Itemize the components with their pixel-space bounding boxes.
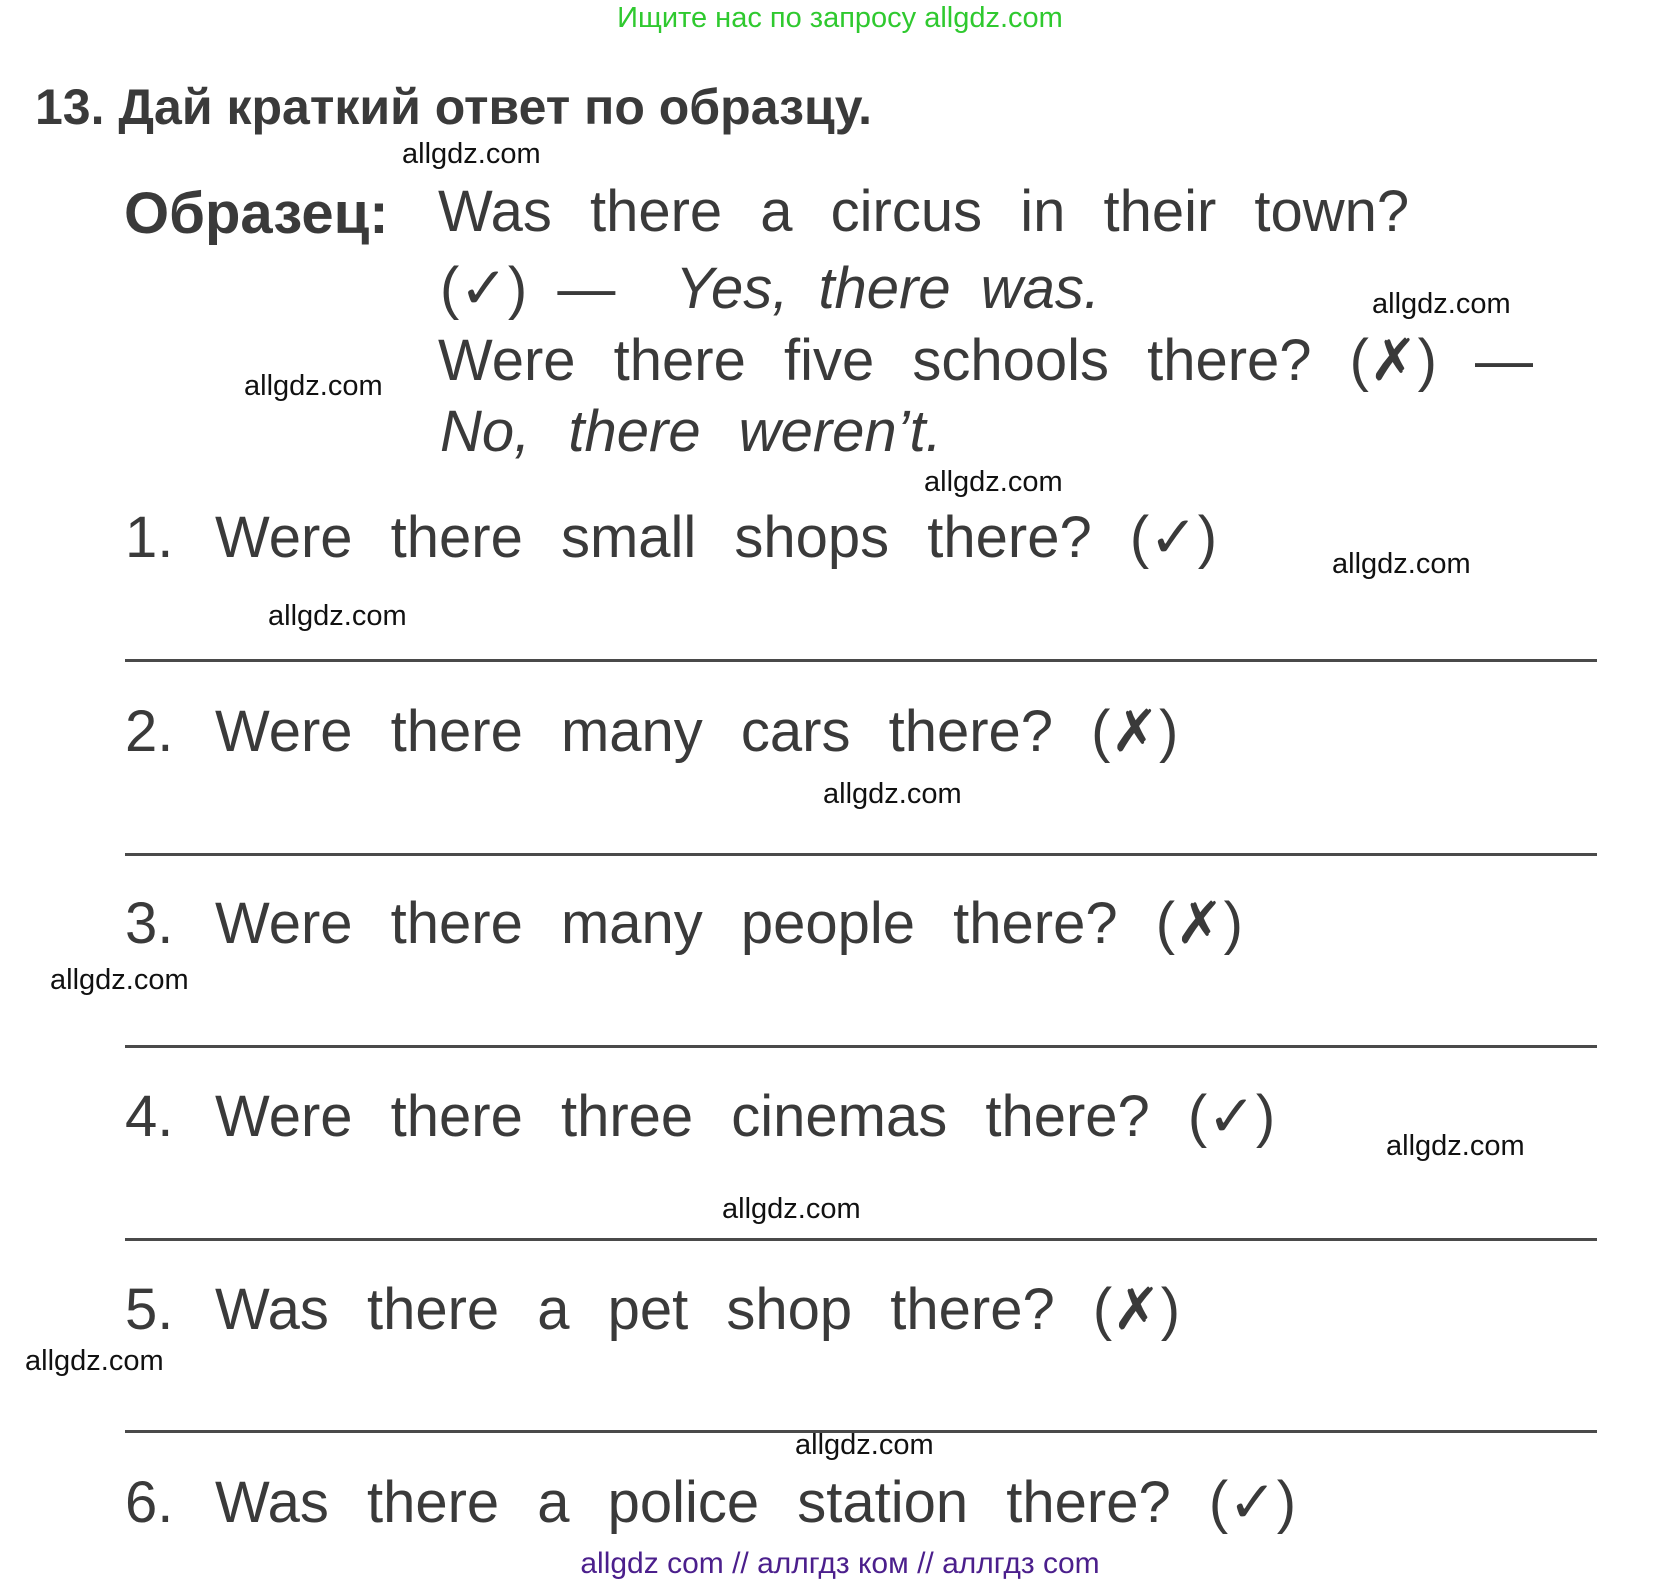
question-1 (125, 503, 1217, 571)
sample-answer-yes: Yes, there was. (675, 256, 1101, 321)
question-number: 3. (125, 891, 174, 956)
sample-answer-1 (440, 254, 1100, 322)
watermark: allgdz.com (244, 370, 383, 402)
question-text: Were there many cars there? (✗) (215, 699, 1179, 764)
question-text: Were there many people there? (✗) (215, 891, 1243, 956)
watermark: allgdz.com (1386, 1130, 1525, 1162)
answer-line-2[interactable] (125, 853, 1597, 856)
watermark: allgdz.com (924, 466, 1063, 498)
answer-line-3[interactable] (125, 1045, 1597, 1048)
task-number: 13. (35, 79, 105, 135)
question-text: Was there a police station there? (✓) (215, 1470, 1297, 1535)
check-mark: (✓) — (440, 256, 616, 321)
watermark: allgdz.com (795, 1429, 934, 1461)
top-banner: Ищите нас по запросу allgdz.com (617, 2, 1063, 34)
watermark: allgdz.com (1372, 288, 1511, 320)
question-text: Were there three cinemas there? (✓) (215, 1084, 1276, 1149)
watermark: allgdz.com (268, 600, 407, 632)
question-number: 2. (125, 699, 174, 764)
task-title (35, 78, 872, 136)
sample-answer-no: No, there weren’t. (440, 399, 942, 464)
watermark: allgdz.com (1332, 548, 1471, 580)
answer-line-4[interactable] (125, 1238, 1597, 1241)
question-text: Was there a pet shop there? (✗) (215, 1277, 1181, 1342)
question-number: 4. (125, 1084, 174, 1149)
question-2 (125, 697, 1178, 765)
watermark: allgdz.com (823, 778, 962, 810)
watermark: allgdz.com (402, 138, 541, 170)
question-text: Were there small shops there? (✓) (215, 505, 1218, 570)
sample-label: Образец: (124, 181, 389, 246)
question-number: 6. (125, 1470, 174, 1535)
question-number: 1. (125, 505, 174, 570)
footer-watermark: allgdz com // аллгдз ком // аллгдз com (580, 1547, 1100, 1580)
watermark: allgdz.com (25, 1345, 164, 1377)
question-6 (125, 1468, 1296, 1536)
sample-question-2: Were there five schools there? (✗) — (438, 328, 1534, 393)
answer-line-1[interactable] (125, 659, 1597, 662)
task-instruction: Дай краткий ответ по образцу. (118, 79, 873, 135)
question-5 (125, 1275, 1180, 1343)
question-3 (125, 889, 1243, 957)
question-number: 5. (125, 1277, 174, 1342)
watermark: allgdz.com (50, 964, 189, 996)
sample-question-1: Was there a circus in their town? (438, 179, 1410, 244)
question-4 (125, 1082, 1275, 1150)
watermark: allgdz.com (722, 1193, 861, 1225)
